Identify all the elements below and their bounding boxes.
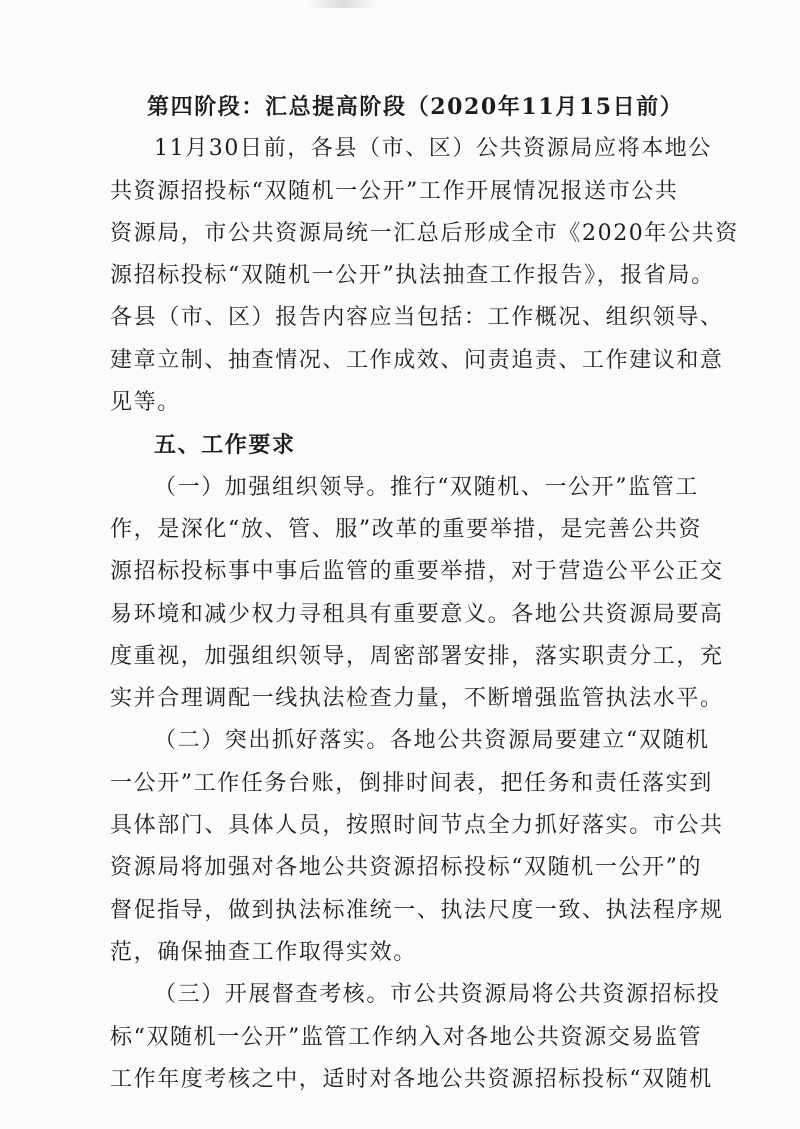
paragraph-line: 资源局将加强对各地公共资源招标投标“双随机一公开”的 [110, 855, 703, 881]
paragraph-line: 实并合理调配一线执法检查力量，不断增强监管执法水平。 [110, 686, 724, 712]
paragraph-line: （一）加强组织领导。推行“双随机、一公开”监管工 [154, 474, 699, 500]
paragraph-line: 度重视，加强组织领导，周密部署安排，落实职责分工，充 [110, 643, 724, 669]
paragraph-line: （三）开展督查考核。市公共资源局将公共资源招标投 [154, 982, 721, 1008]
paragraph-line: 建章立制、抽查情况、工作成效、问责追责、工作建议和意 [110, 347, 724, 373]
paragraph-line: （二）突出抓好落实。各地公共资源局要建立“双随机 [154, 728, 710, 754]
paragraph-line: 源招标投标事中事后监管的重要举措，对于营造公平公正交 [110, 559, 724, 585]
paragraph-line: 源招标投标“双随机一公开”执法抽查工作报告》，报省局。 [110, 263, 715, 289]
document-body [110, 86, 739, 1101]
paragraph-line: 见等。 [110, 390, 181, 416]
paragraph-line: 督促指导，做到执法标准统一、执法尺度一致、执法程序规 [110, 897, 724, 923]
paragraph-line: 标“双随机一公开”监管工作纳入对各地公共资源交易监管 [110, 1024, 703, 1050]
paragraph-line: 各县（市、区）报告内容应当包括：工作概况、组织领导、 [110, 305, 724, 331]
paragraph-line: 易环境和减少权力寻租具有重要意义。各地公共资源局要高 [110, 601, 724, 627]
paragraph-line: 作，是深化“放、管、服”改革的重要举措，是完善公共资 [110, 516, 703, 542]
section-heading: 五、工作要求 [154, 432, 296, 459]
paragraph-line: 11月30日前，各县（市、区）公共资源局应将本地公 [154, 136, 712, 162]
paragraph-line: 具体部门、具体人员，按照时间节点全力抓好落实。市公共 [110, 813, 724, 839]
paragraph-line: 共资源招投标“双随机一公开”工作开展情况报送市公共 [110, 178, 679, 204]
paragraph-line: 工作年度考核之中，适时对各地公共资源招标投标“双随机 [110, 1066, 713, 1092]
phase-heading: 第四阶段：汇总提高阶段（2020年11月15日前） [147, 94, 684, 120]
paragraph-line: 范，确保抽查工作取得实效。 [110, 939, 417, 965]
scan-mark [308, 0, 378, 8]
paragraph-line: 资源局，市公共资源局统一汇总后形成全市《2020年公共资 [110, 220, 739, 246]
paragraph-line: 一公开”工作任务台账，倒排时间表，把任务和责任落实到 [110, 770, 713, 796]
